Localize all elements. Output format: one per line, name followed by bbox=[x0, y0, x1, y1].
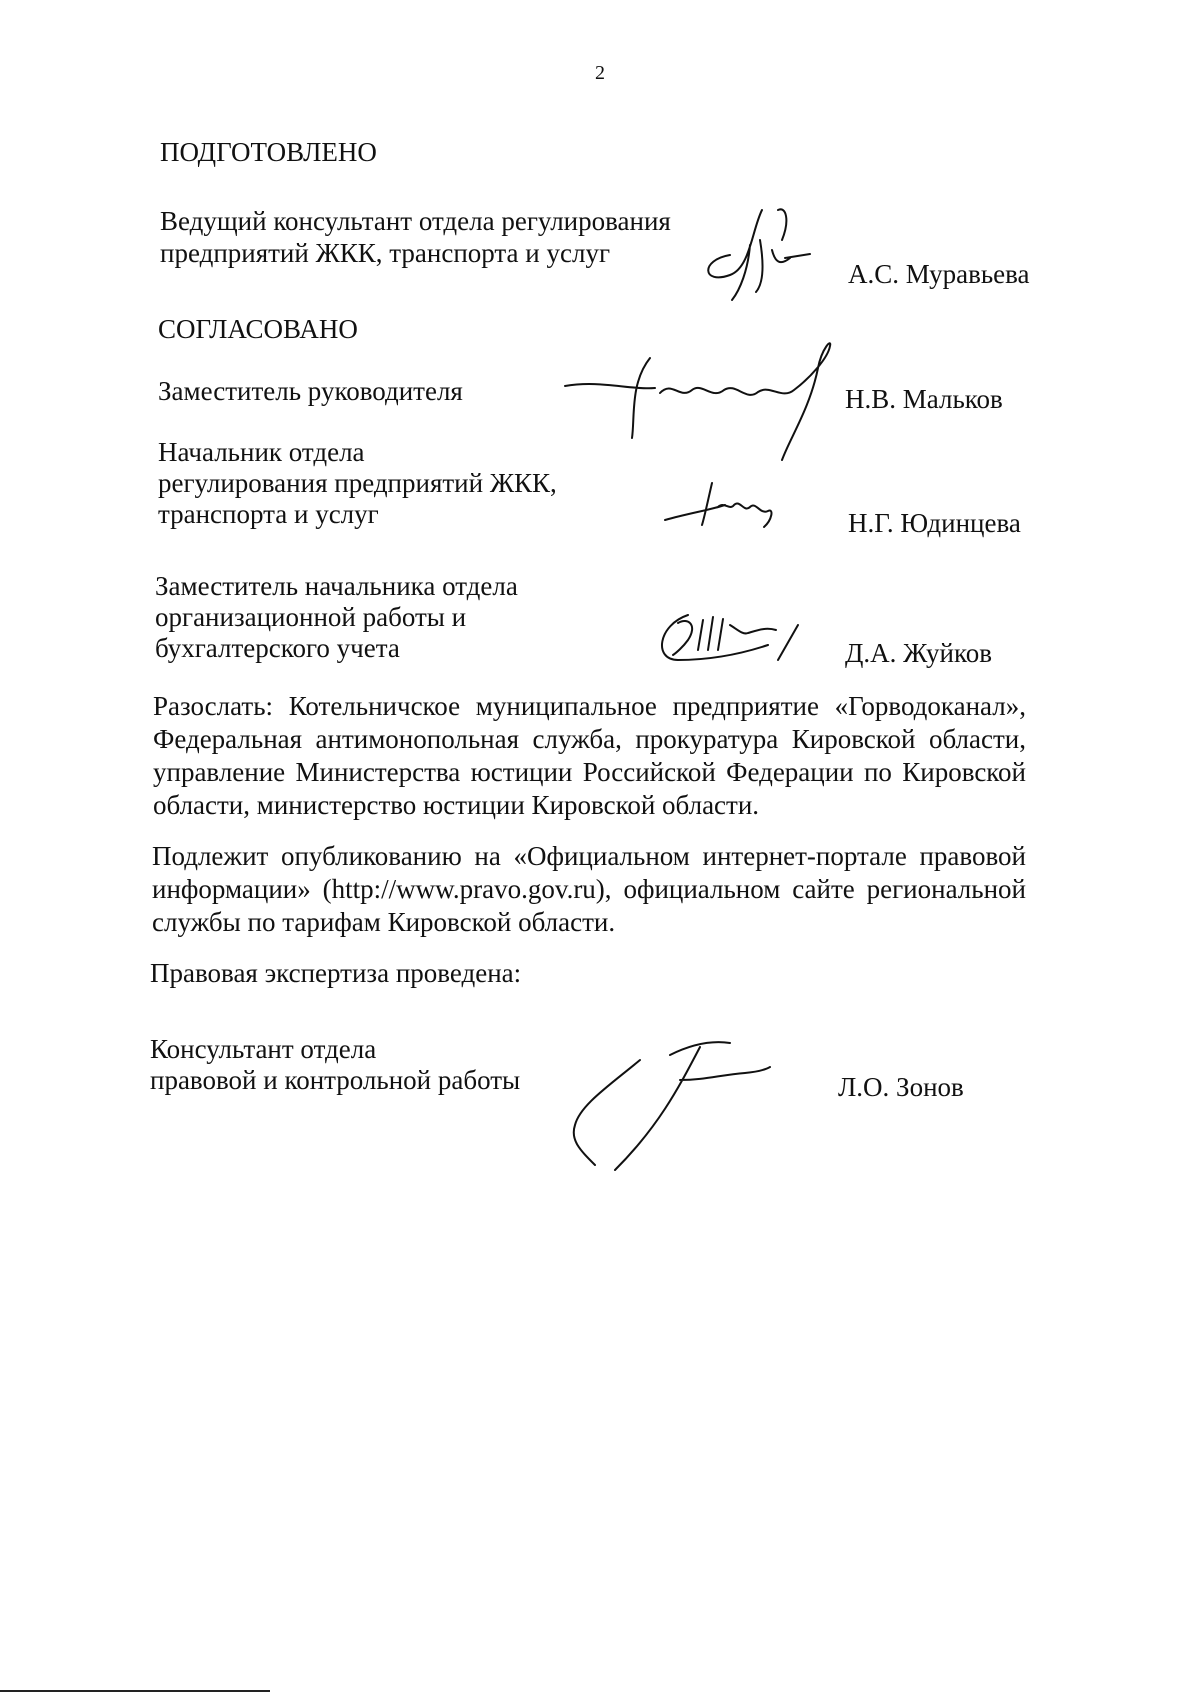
signer2-position-line3: транспорта и услуг bbox=[158, 499, 379, 529]
signer2-name: Н.Г. Юдинцева bbox=[848, 508, 1021, 538]
signer3-position-line1: Заместитель начальника отдела bbox=[155, 571, 518, 601]
publication-paragraph: Подлежит опубликованию на «Официальном интернет-портале правовой информации» (http://www.pravo.gov.ru), официальном сайте региональной службы по тарифам Кировской области. bbox=[152, 841, 1026, 937]
footnote-separator-line bbox=[0, 1690, 270, 1692]
agreed-heading: СОГЛАСОВАНО bbox=[158, 314, 358, 344]
distribution-paragraph: Разослать: Котельничское муниципальное предприятие «Горводоканал», Федеральная антимонопольная служба, прокуратура Кировской области, управление Министерства юстиции Российской Федерации по Кировской области, министерство юстиции Кировской области. bbox=[153, 691, 1026, 820]
signature-muraveva bbox=[690, 200, 820, 310]
legal-review-statement: Правовая экспертиза проведена: bbox=[150, 958, 522, 988]
signer3-position-line3: бухгалтерского учета bbox=[155, 633, 400, 663]
signature-zhuykov bbox=[648, 605, 838, 675]
signer2-position-line1: Начальник отдела bbox=[158, 437, 365, 467]
signer3-name: Д.А. Жуйков bbox=[845, 638, 992, 668]
legal-review-position-line2: правовой и контрольной работы bbox=[150, 1065, 521, 1095]
signer3-position-line2: организационной работы и bbox=[155, 602, 467, 632]
signer1-name: Н.В. Мальков bbox=[845, 384, 1003, 414]
signature-malkov bbox=[560, 338, 850, 468]
legal-review-position-line1: Консультант отдела bbox=[150, 1034, 377, 1064]
legal-review-name: Л.О. Зонов bbox=[838, 1072, 964, 1102]
page-number: 2 bbox=[595, 62, 605, 84]
signer1-position: Заместитель руководителя bbox=[158, 376, 463, 406]
prepared-position-line1: Ведущий консультант отдела регулирования bbox=[160, 206, 671, 236]
signature-zonov bbox=[560, 1025, 780, 1175]
prepared-name: А.С. Муравьева bbox=[848, 259, 1030, 289]
signer2-position-line2: регулирования предприятий ЖКК, bbox=[158, 468, 557, 498]
signature-yudintseva bbox=[660, 475, 780, 545]
prepared-position-line2: предприятий ЖКК, транспорта и услуг bbox=[160, 238, 611, 268]
prepared-heading: ПОДГОТОВЛЕНО bbox=[160, 137, 377, 167]
